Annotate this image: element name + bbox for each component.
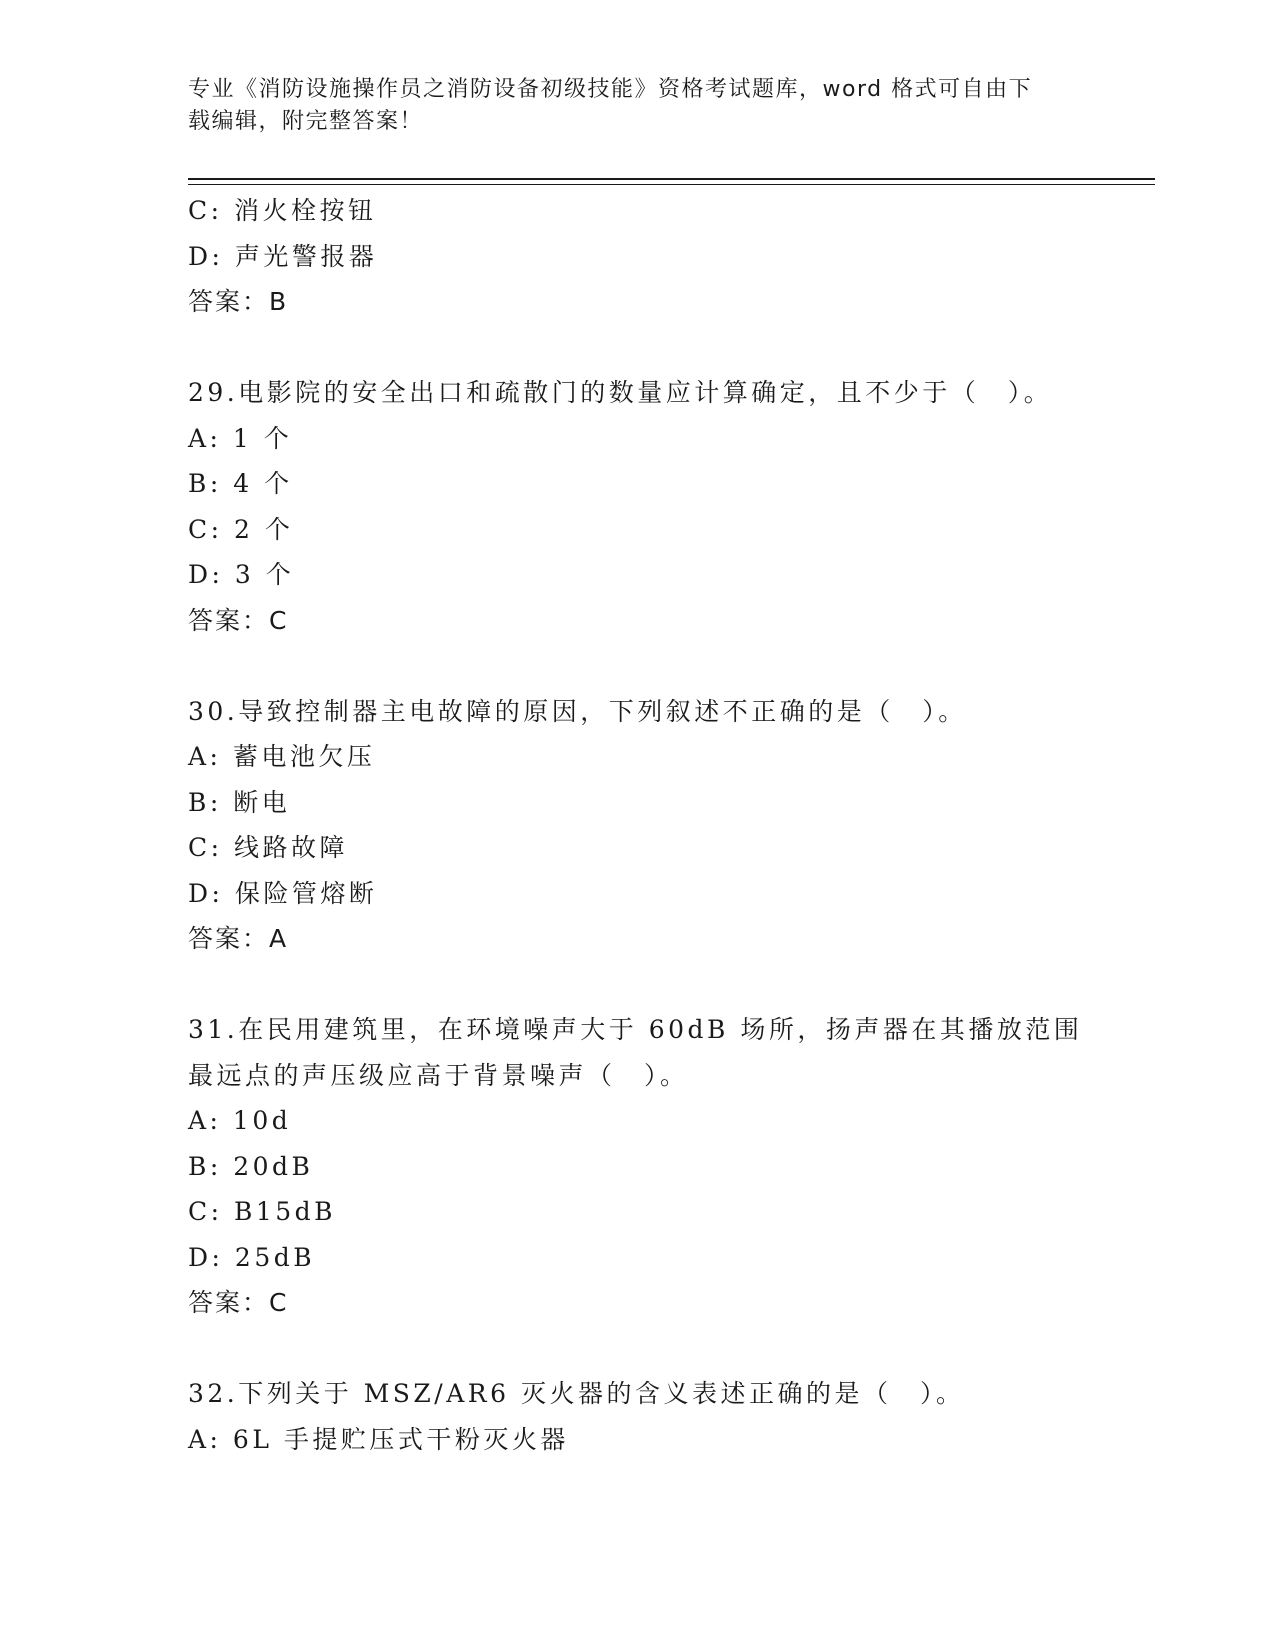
option-c: C: 线路故障 <box>188 833 348 862</box>
option-b: B: 4 个 <box>188 469 293 498</box>
question-31 <box>188 1007 1088 1326</box>
header-rule-thick <box>188 178 1155 180</box>
answer: 答案：B <box>188 287 289 316</box>
option-c: C: 2 个 <box>188 514 294 544</box>
answer: 答案：A <box>188 924 289 953</box>
question-text: 30.导致控制器主电故障的原因，下列叙述不正确的是（ ）。 <box>188 696 967 726</box>
option-d: D: 声光警报器 <box>188 241 378 271</box>
option-b: B: 20dB <box>188 1151 314 1181</box>
question-text: 32.下列关于 MSZ/AR6 灭火器的含义表述正确的是（ ）。 <box>188 1379 965 1408</box>
question-text-line-2: 最远点的声压级应高于背景噪声（ ）。 <box>188 1060 689 1090</box>
option-d: D: 25dB <box>188 1242 316 1272</box>
document-header <box>188 74 1068 138</box>
option-a: A: 蓄电池欠压 <box>188 742 376 771</box>
header-line-1: 专业《消防设施操作员之消防设备初级技能》资格考试题库，word 格式可自由下 <box>188 77 1033 102</box>
question-text: 29.电影院的安全出口和疏散门的数量应计算确定，且不少于（ ）。 <box>188 378 1053 407</box>
spacer <box>188 325 1088 371</box>
option-c: C: B15dB <box>188 1197 337 1226</box>
answer: 答案：C <box>188 605 289 635</box>
option-c: C: 消火栓按钮 <box>188 196 377 225</box>
spacer <box>188 962 1088 1008</box>
question-30 <box>188 689 1088 962</box>
question-list <box>188 188 1088 1462</box>
option-a: A: 6L 手提贮压式干粉灭火器 <box>188 1424 569 1454</box>
option-b: B: 断电 <box>188 787 291 817</box>
question-text-line-1: 31.在民用建筑里，在环境噪声大于 60dB 场所，扬声器在其播放范围 <box>188 1015 1083 1044</box>
option-a: A: 1 个 <box>188 423 293 453</box>
question-32 <box>188 1371 1088 1462</box>
answer: 答案：C <box>188 1288 289 1317</box>
option-a: A: 10d <box>188 1106 292 1135</box>
question-29 <box>188 370 1088 643</box>
header-line-2: 载编辑，附完整答案！ <box>188 109 424 134</box>
header-rule-thin <box>188 184 1155 185</box>
option-d: D: 3 个 <box>188 560 295 589</box>
spacer <box>188 1326 1088 1372</box>
question-28-continuation <box>188 188 1088 325</box>
option-d: D: 保险管熔断 <box>188 878 378 908</box>
spacer <box>188 643 1088 689</box>
